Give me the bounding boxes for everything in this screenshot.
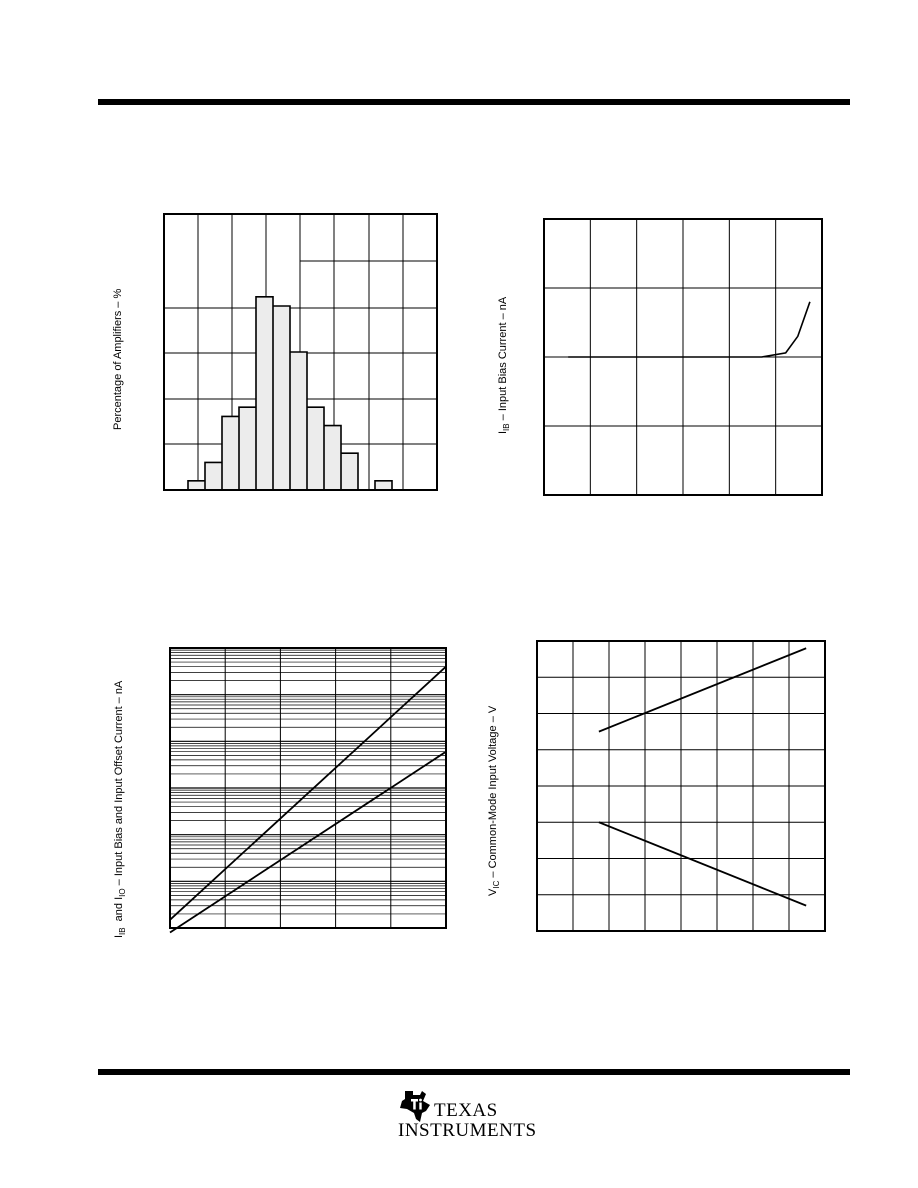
cm-series-line-0 xyxy=(599,648,806,731)
cm-series-line-1 xyxy=(599,822,806,905)
cm-y-label: $V_{IC}$ – Common-Mode Input Voltage – V xyxy=(487,705,501,896)
logo-text-line2: INSTRUMENTS xyxy=(398,1120,537,1141)
log-y-label: $I_{IB}$ and $I_{IO}$ – Input Bias and Input Offset Current – nA xyxy=(113,680,127,938)
logo-text-line1: TEXAS xyxy=(434,1100,498,1121)
bias-y-label: $I_{IB}$ – Input Bias Current – nA xyxy=(497,296,511,434)
histogram-y-label: Percentage of Amplifiers – % xyxy=(112,288,124,430)
ti-logo xyxy=(396,1087,556,1139)
